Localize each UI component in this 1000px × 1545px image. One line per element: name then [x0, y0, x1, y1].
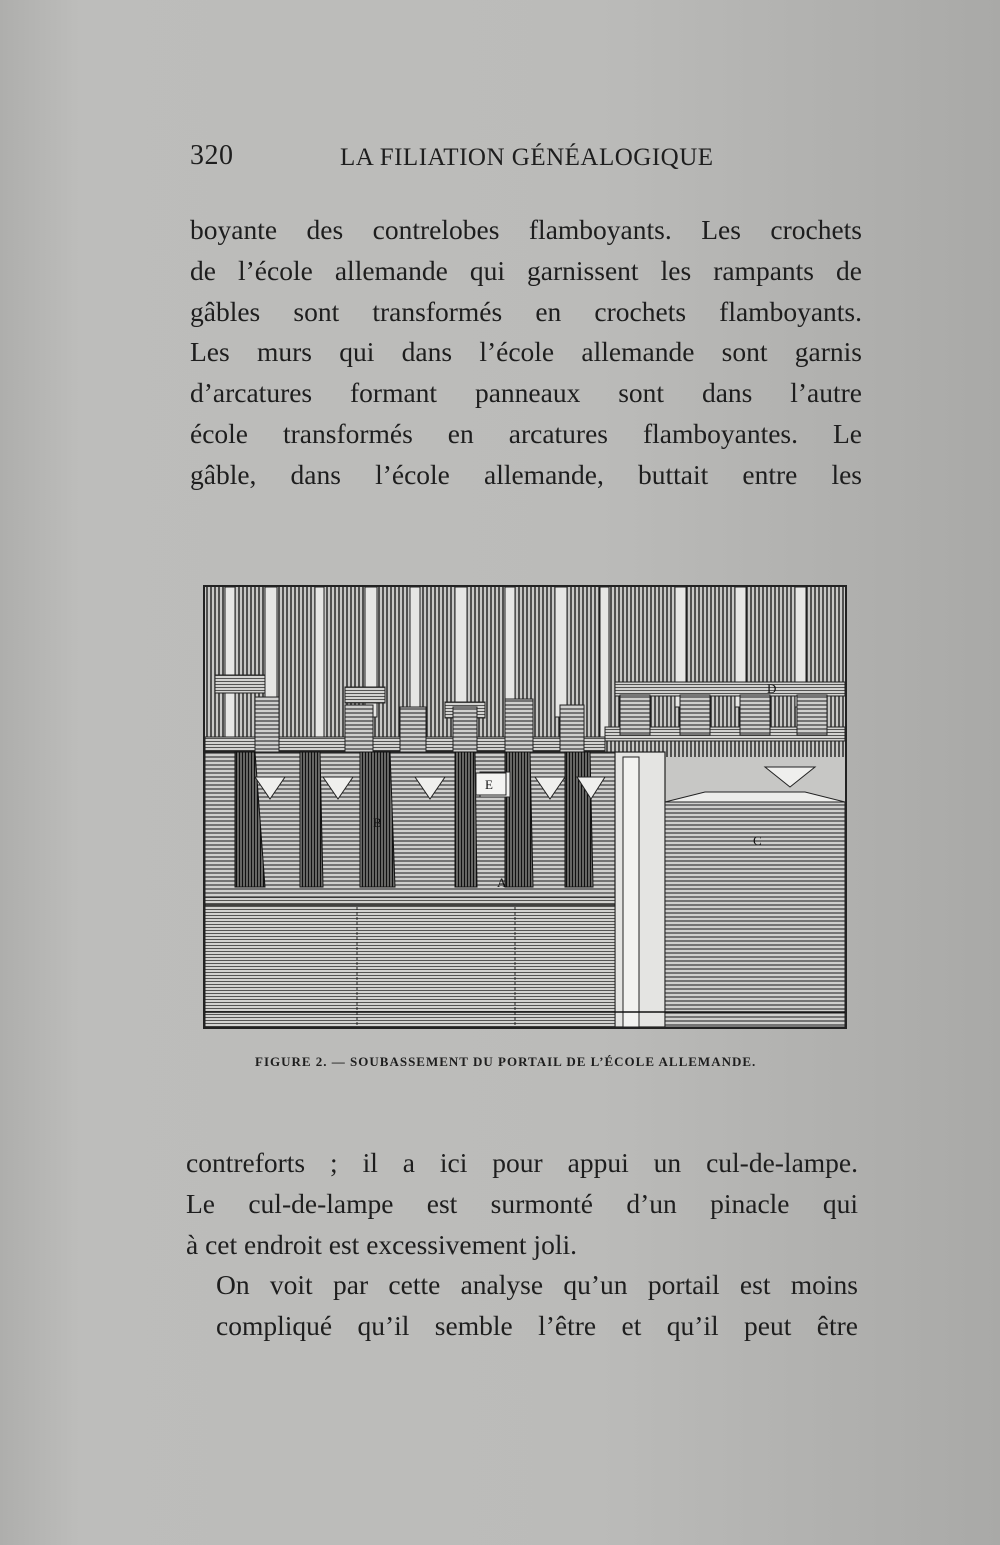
page-number: 320: [190, 140, 234, 171]
text-line: compliqué qu’il semble l’être et qu’il peut être: [216, 1310, 858, 1342]
text-line: de l’école allemande qui garnissent les rampants de: [190, 254, 862, 286]
figure-label-c: C: [753, 833, 762, 848]
text-line: à cet endroit est excessivement joli.: [186, 1228, 577, 1260]
figure-label-b: B: [373, 815, 382, 830]
text-line: école transformés en arcatures flamboyantes. Le: [190, 417, 862, 449]
figure-label-e: E: [485, 777, 493, 792]
page-header: [190, 140, 860, 180]
figure-caption: FIGURE 2. — SOUBASSEMENT DU PORTAIL DE L’ÉCOLE ALLEMANDE.: [255, 1054, 757, 1069]
text-line: gâbles sont transformés en crochets flamboyants.: [190, 295, 862, 327]
text-line: boyante des contrelobes flamboyants. Les crochets: [190, 214, 862, 245]
figure-label-d: D: [767, 681, 777, 696]
running-title: LA FILIATION GÉNÉALOGIQUE: [340, 144, 714, 171]
text-line: gâble, dans l’école allemande, buttait entre les: [190, 458, 862, 490]
text-line: Les murs qui dans l’école allemande sont garnis: [190, 336, 862, 368]
text-line: Le cul-de-lampe est surmonté d’un pinacle qui: [186, 1187, 858, 1219]
figure-label-a: A: [497, 875, 507, 890]
text-line: On voit par cette analyse qu’un portail est moins: [216, 1269, 858, 1301]
figure-engraving: [203, 585, 847, 1029]
text-line: contreforts ; il a ici pour appui un cul-de-lampe.: [186, 1147, 858, 1178]
paragraph-bottom: [186, 1143, 858, 1347]
text-line: d’arcatures formant panneaux sont dans l’autre: [190, 377, 862, 409]
paragraph-top: [190, 210, 862, 496]
